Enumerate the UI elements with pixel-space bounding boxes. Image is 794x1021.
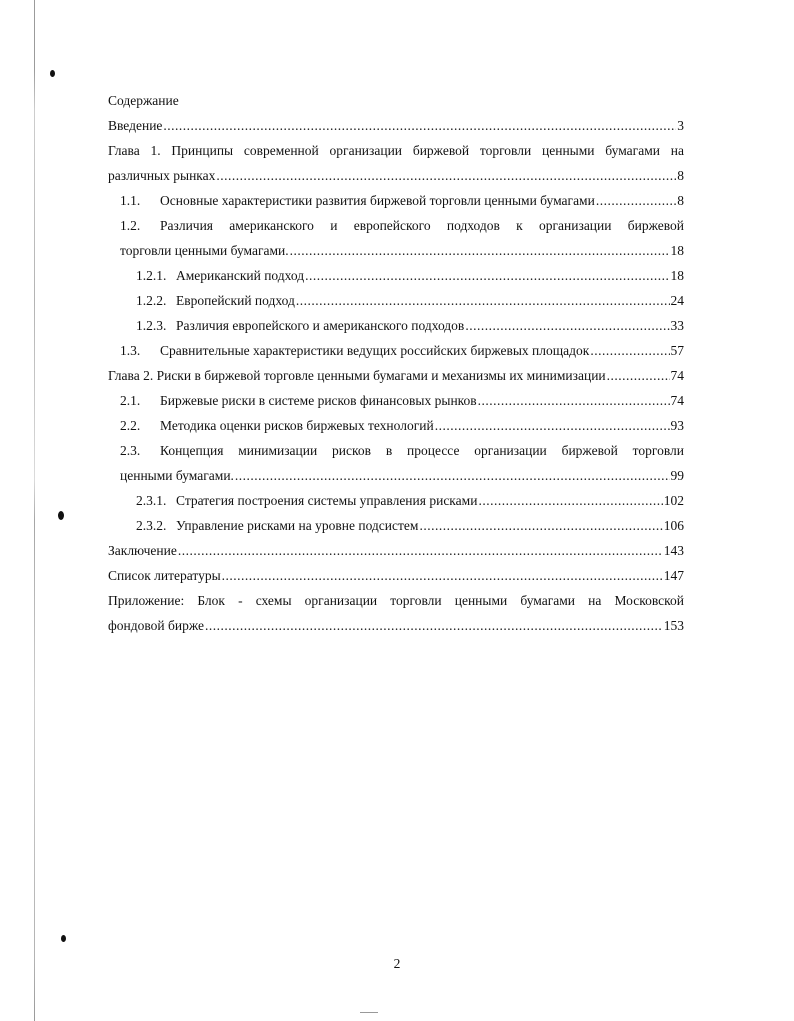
punch-hole-middle: [58, 511, 64, 520]
section-number: 1.1.: [120, 193, 141, 208]
toc-entry-section-1-2-3: [108, 313, 684, 338]
section-number: 2.3.2.: [136, 518, 167, 533]
toc-page-number: 147: [663, 568, 684, 583]
toc-page-number: 3: [677, 118, 684, 133]
toc-page-number: 102: [663, 493, 684, 508]
toc-entry-title: Сравнительные характеристики ведущих российских биржевых площадок: [160, 343, 590, 358]
toc-entry-title-line1: Приложение: Блок - схемы организации торговли ценными бумагами на Московской: [108, 593, 684, 608]
toc-entry-section-2-3-1: [108, 488, 684, 513]
leader-dots: [419, 513, 662, 538]
toc-page-number: 33: [670, 318, 684, 333]
toc-entry-section-2-2: [108, 413, 684, 438]
toc-entry-appendix: [108, 588, 684, 638]
toc-page-number: 74: [670, 393, 684, 408]
leader-dots: [235, 463, 670, 488]
section-number: 1.2.1.: [136, 268, 167, 283]
toc-page-number: 93: [670, 418, 684, 433]
section-number: 1.2.3.: [136, 318, 167, 333]
leader-dots: [296, 288, 670, 313]
punch-hole-top: [50, 70, 55, 77]
toc-entry-section-1-2-2: [108, 288, 684, 313]
leader-dots: [216, 163, 676, 188]
leader-dots: [163, 113, 676, 138]
toc-entry-chapter-1: [108, 138, 684, 188]
toc-entry-title: Список литературы: [108, 568, 221, 583]
toc-page-number: 57: [670, 343, 684, 358]
leader-dots: [596, 188, 676, 213]
leader-dots: [178, 538, 663, 563]
toc-entry-title: Основные характеристики развития биржевой торговли ценными бумагами: [160, 193, 595, 208]
toc-entry-title: Управление рисками на уровне подсистем: [176, 518, 419, 533]
section-number: 1.3.: [120, 343, 141, 358]
toc-entry-section-2-1: [108, 388, 684, 413]
toc-entry-section-1-1: [108, 188, 684, 213]
toc-entry-title-line2: торговли ценными бумагами.: [120, 243, 289, 258]
toc-entry-section-1-2-1: [108, 263, 684, 288]
leader-dots: [465, 313, 669, 338]
leader-dots: [478, 388, 670, 413]
page-number: 2: [393, 956, 401, 971]
section-number: 1.2.: [120, 218, 141, 233]
toc-entry-section-2-3: [108, 438, 684, 488]
toc-page-number: 24: [670, 293, 684, 308]
section-number: 2.2.: [120, 418, 141, 433]
toc-entry-title: Американский подход: [176, 268, 305, 283]
toc-entry-section-1-2: [108, 213, 684, 263]
leader-dots: [305, 263, 669, 288]
toc-page-number: 18: [670, 268, 684, 283]
toc-entry-conclusion: [108, 538, 684, 563]
leader-dots: [435, 413, 670, 438]
toc-entry-chapter-2: [108, 363, 684, 388]
toc-entry-section-2-3-2: [108, 513, 684, 538]
toc-entry-title: Биржевые риски в системе рисков финансовых рынков: [160, 393, 477, 408]
toc-entry-title-line1: Концепция минимизации рисков в процессе организации биржевой торговли: [160, 443, 684, 458]
toc-entry-title: Стратегия построения системы управления рисками: [176, 493, 478, 508]
leader-dots: [222, 563, 663, 588]
section-number: 2.1.: [120, 393, 141, 408]
toc-entry-title: Введение: [108, 118, 163, 133]
toc-page-number: 8: [677, 168, 684, 183]
leader-dots: [607, 363, 670, 388]
scan-artifact-mark: [360, 1012, 378, 1013]
toc-entry-title: Заключение: [108, 543, 177, 558]
toc-page-number: 153: [663, 618, 684, 633]
toc-page-number: 8: [677, 193, 684, 208]
section-number: 2.3.1.: [136, 493, 167, 508]
punch-hole-bottom: [61, 935, 66, 942]
toc-entry-title: Европейский подход: [176, 293, 295, 308]
toc-page-number: 143: [663, 543, 684, 558]
toc-entry-title-line1: Различия американского и европейского подходов к организации биржевой: [160, 218, 684, 233]
toc-entry-title-line2: ценными бумагами.: [120, 468, 234, 483]
toc-entry-intro: [108, 113, 684, 138]
toc-entry-title-line2: различных рынках: [108, 168, 216, 183]
scan-edge-line: [34, 0, 35, 1021]
toc-entry-title-line2: фондовой бирже: [108, 618, 204, 633]
toc-entry-title: Методика оценки рисков биржевых технологий: [160, 418, 434, 433]
toc-heading: Содержание: [108, 93, 179, 108]
section-number: 1.2.2.: [136, 293, 167, 308]
toc-page-number: 99: [670, 468, 684, 483]
toc-entry-title-line1: Глава 1. Принципы современной организации биржевой торговли ценными бумагами на: [108, 143, 684, 158]
toc-page-number: 74: [670, 368, 684, 383]
table-of-contents: [108, 88, 684, 638]
toc-entry-references: [108, 563, 684, 588]
toc-entry-title: Глава 2. Риски в биржевой торговле ценными бумагами и механизмы их минимизации: [108, 368, 606, 383]
leader-dots: [590, 338, 669, 363]
leader-dots: [478, 488, 662, 513]
section-number: 2.3.: [120, 443, 141, 458]
leader-dots: [290, 238, 670, 263]
toc-entry-section-1-3: [108, 338, 684, 363]
leader-dots: [205, 613, 663, 638]
toc-entry-title: Различия европейского и американского подходов: [176, 318, 465, 333]
toc-page-number: 18: [670, 243, 684, 258]
toc-page-number: 106: [663, 518, 684, 533]
